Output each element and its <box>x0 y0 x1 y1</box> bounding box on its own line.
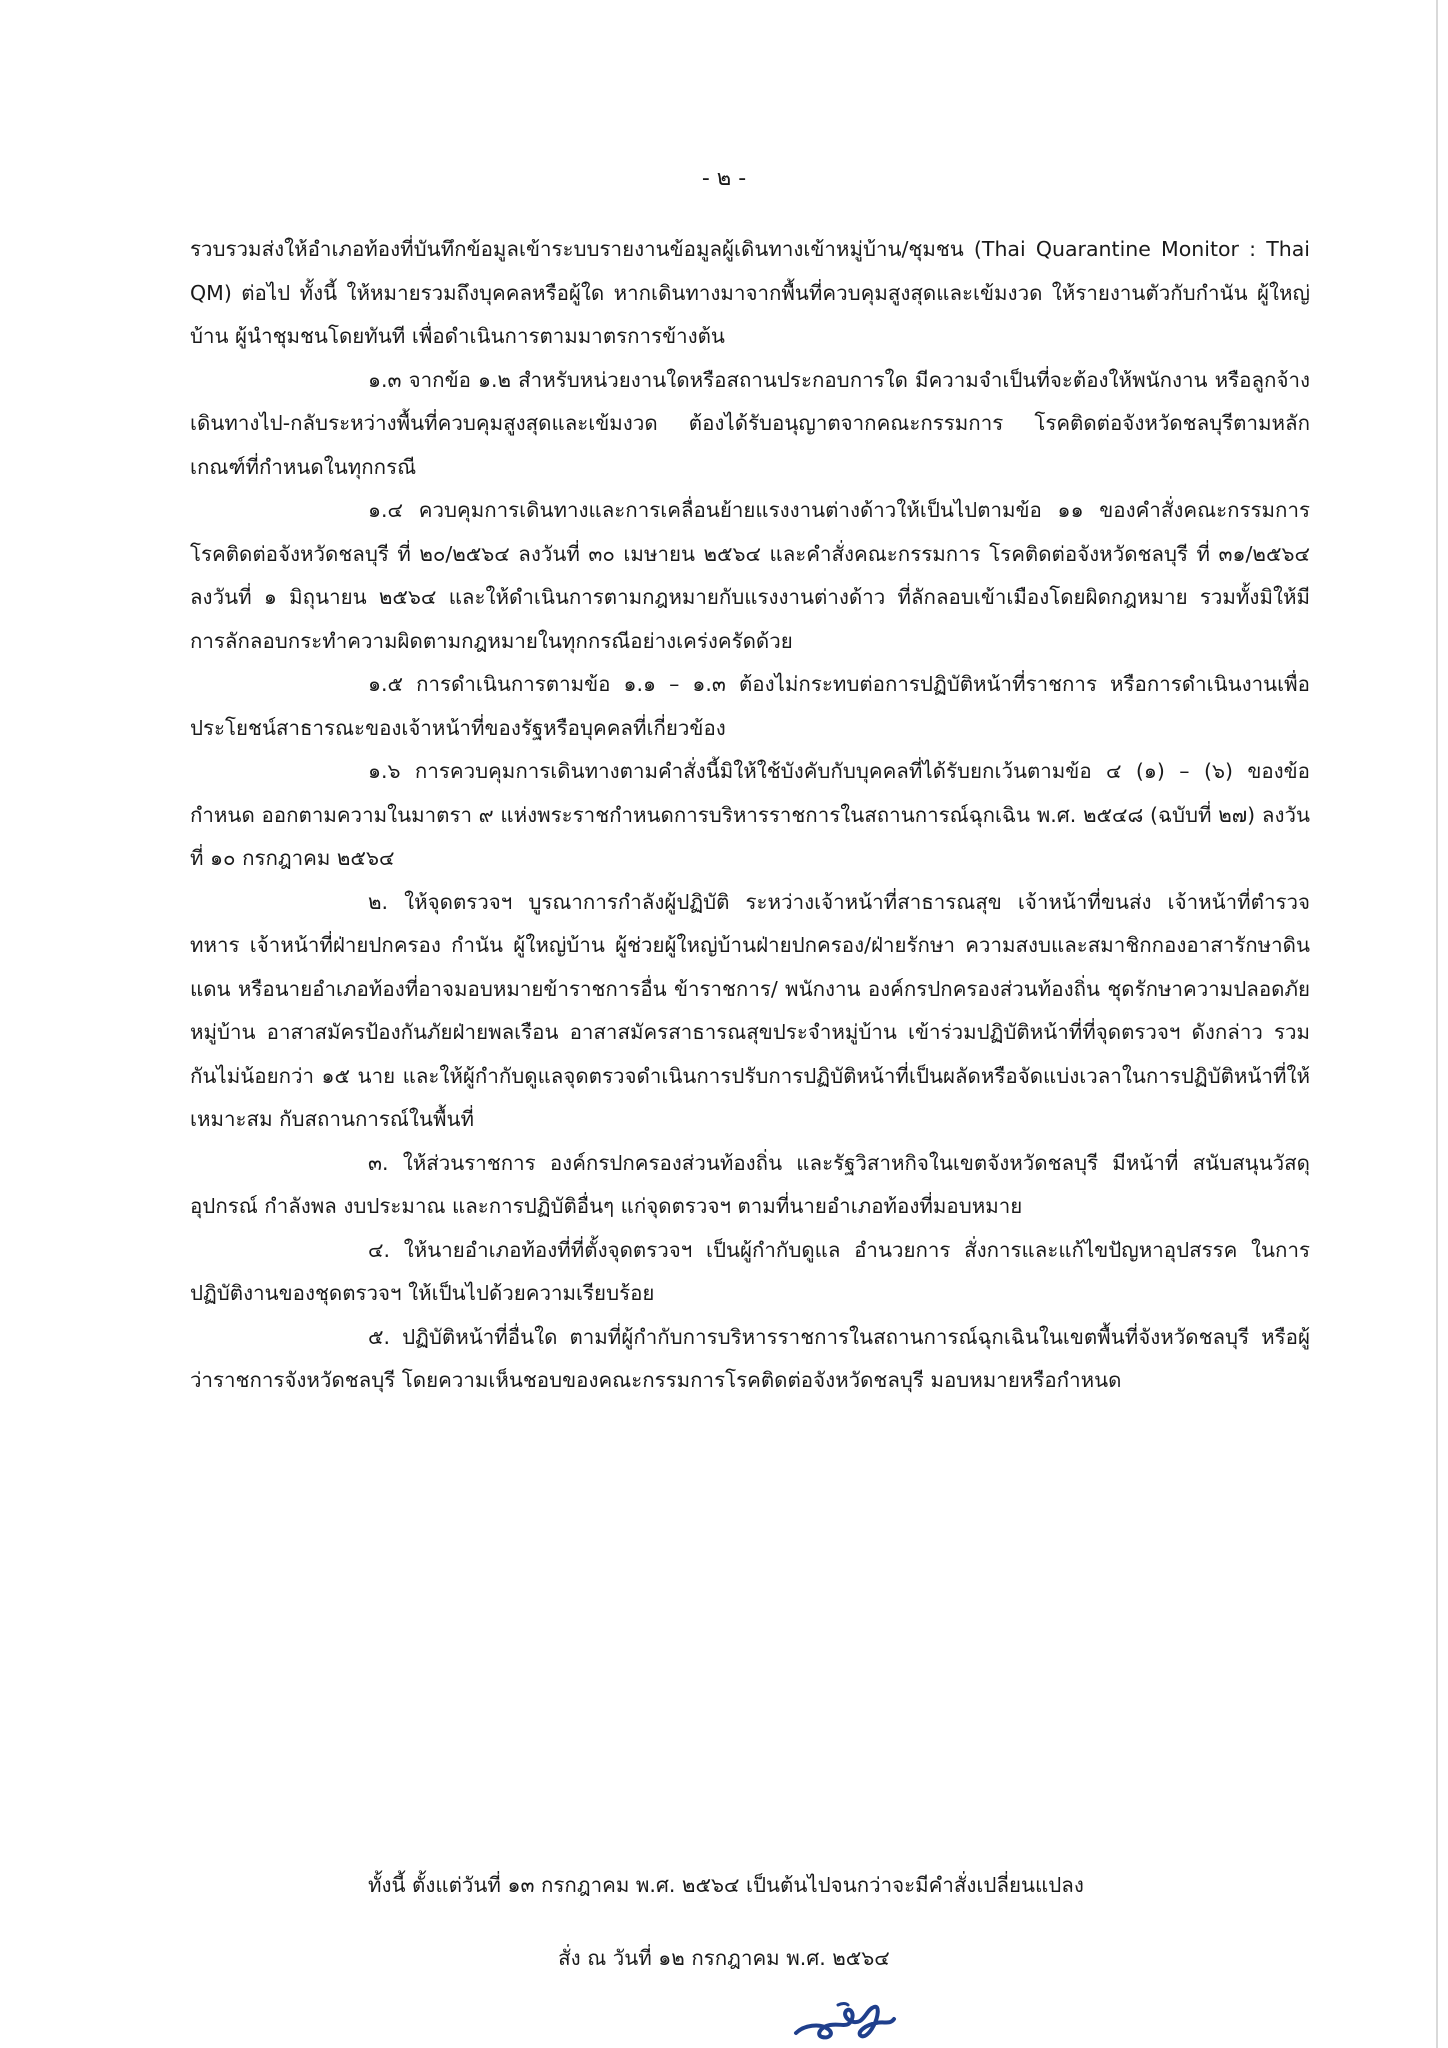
paragraph-1-6: ๑.๖ การควบคุมการเดินทางตามคำสั่งนี้มิให้ใช้บังคับกับบุคคลที่ได้รับยกเว้นตามข้อ ๔ (๑) – (๖) ของข้อกำหนด ออกตามความในมาตรา ๙ แห่งพระราชกำหนดการบริหารราชการในสถานการณ์ฉุกเฉิน พ.ศ. ๒๕๔๘ (ฉบับที่ ๒๗) ลงวันที่ ๑๐ กรกฎาคม ๒๕๖๔ <box>190 759 1310 870</box>
page-number: - ๒ - <box>701 166 747 191</box>
paragraph-continued: รวบรวมส่งให้อำเภอท้องที่บันทึกข้อมูลเข้าระบบรายงานข้อมูลผู้เดินทางเข้าหมู่บ้าน/ชุมชน (Thai Quarantine Monitor : Thai QM) ต่อไป ทั้งนี้ ให้หมายรวมถึงบุคคลหรือผู้ใด หากเดินทางมาจากพื้นที่ควบคุมสูงสุดและเข้มงวด ให้รายงานตัวกับกำนัน ผู้ใหญ่บ้าน ผู้นำชุมชนโดยทันที เพื่อดำเนินการตามมาตรการข้างต้น <box>190 237 1310 348</box>
paragraph-1-5: ๑.๕ การดำเนินการตามข้อ ๑.๑ – ๑.๓ ต้องไม่กระทบต่อการปฏิบัติหน้าที่ราชการ หรือการดำเนินงานเพื่อประโยชน์สาธารณะของเจ้าหน้าที่ของรัฐหรือบุคคลที่เกี่ยวข้อง <box>190 672 1310 740</box>
signed-date: สั่ง ณ วันที่ ๑๒ กรกฎาคม พ.ศ. ๒๕๖๔ <box>558 1946 890 1970</box>
order-body <box>190 228 1310 1403</box>
page-edge-line <box>1436 0 1438 2048</box>
paragraph-1-4: ๑.๔ ควบคุมการเดินทางและการเคลื่อนย้ายแรงงานต่างด้าวให้เป็นไปตามข้อ ๑๑ ของคำสั่งคณะกรรมการโรคติดต่อจังหวัดชลบุรี ที่ ๒๐/๒๕๖๔ ลงวันที่ ๓๐ เมษายน ๒๕๖๔ และคำสั่งคณะกรรมการ โรคติดต่อจังหวัดชลบุรี ที่ ๓๑/๒๕๖๔ ลงวันที่ ๑ มิถุนายน ๒๕๖๔ และให้ดำเนินการตามกฎหมายกับแรงงานต่างด้าว ที่ลักลอบเข้าเมืองโดยผิดกฎหมาย รวมทั้งมิให้มีการลักลอบกระทำความผิดตามกฎหมายในทุกกรณีอย่างเคร่งครัดด้วย <box>190 498 1310 653</box>
handwritten-signature <box>790 1995 900 2045</box>
paragraph-1-3: ๑.๓ จากข้อ ๑.๒ สำหรับหน่วยงานใดหรือสถานประกอบการใด มีความจำเป็นที่จะต้องให้พนักงาน หรือลูกจ้าง เดินทางไป-กลับระหว่างพื้นที่ควบคุมสูงสุดและเข้มงวด ต้องได้รับอนุญาตจากคณะกรรมการ โรคติดต่อจังหวัดชลบุรีตามหลักเกณฑ์ที่กำหนดในทุกกรณี <box>190 367 1310 479</box>
paragraph-5: ๕. ปฏิบัติหน้าที่อื่นใด ตามที่ผู้กำกับการบริหารราชการในสถานการณ์ฉุกเฉินในเขตพื้นที่จังหวัดชลบุรี หรือผู้ว่าราชการจังหวัดชลบุรี โดยความเห็นชอบของคณะกรรมการโรคติดต่อจังหวัดชลบุรี มอบหมายหรือกำหนด <box>190 1324 1310 1392</box>
effective-date-statement: ทั้งนี้ ตั้งแต่วันที่ ๑๓ กรกฎาคม พ.ศ. ๒๕๖๔ เป็นต้นไปจนกว่าจะมีคำสั่งเปลี่ยนแปลง <box>368 1873 1084 1897</box>
paragraph-3: ๓. ให้ส่วนราชการ องค์กรปกครองส่วนท้องถิ่น และรัฐวิสาหกิจในเขตจังหวัดชลบุรี มีหน้าที่ สนับสนุนวัสดุ อุปกรณ์ กำลังพล งบประมาณ และการปฏิบัติอื่นๆ แก่จุดตรวจฯ ตามที่นายอำเภอท้องที่มอบหมาย <box>190 1150 1310 1218</box>
paragraph-2: ๒. ให้จุดตรวจฯ บูรณาการกำลังผู้ปฏิบัติ ระหว่างเจ้าหน้าที่สาธารณสุข เจ้าหน้าที่ขนส่ง เจ้าหน้าที่ตำรวจ ทหาร เจ้าหน้าที่ฝ่ายปกครอง กำนัน ผู้ใหญ่บ้าน ผู้ช่วยผู้ใหญ่บ้านฝ่ายปกครอง/ฝ่ายรักษา ความสงบและสมาชิกกองอาสารักษาดินแดน หรือนายอำเภอท้องที่อาจมอบหมายข้าราชการอื่น ข้าราชการ/ พนักงาน องค์กรปกครองส่วนท้องถิ่น ชุดรักษาความปลอดภัยหมู่บ้าน อาสาสมัครป้องกันภัยฝ่ายพลเรือน อาสาสมัครสาธารณสุขประจำหมู่บ้าน เข้าร่วมปฏิบัติหน้าที่ที่จุดตรวจฯ ดังกล่าว รวมกันไม่น้อยกว่า ๑๕ นาย และให้ผู้กำกับดูแลจุดตรวจดำเนินการปรับการปฏิบัติหน้าที่เป็นผลัดหรือจัดแบ่งเวลาในการปฏิบัติหน้าที่ให้เหมาะสม กับสถานการณ์ในพื้นที่ <box>190 889 1310 1131</box>
paragraph-4: ๔. ให้นายอำเภอท้องที่ที่ตั้งจุดตรวจฯ เป็นผู้กำกับดูแล อำนวยการ สั่งการและแก้ไขปัญหาอุปสรรค ในการปฏิบัติงานของชุดตรวจฯ ให้เป็นไปด้วยความเรียบร้อย <box>190 1237 1310 1305</box>
